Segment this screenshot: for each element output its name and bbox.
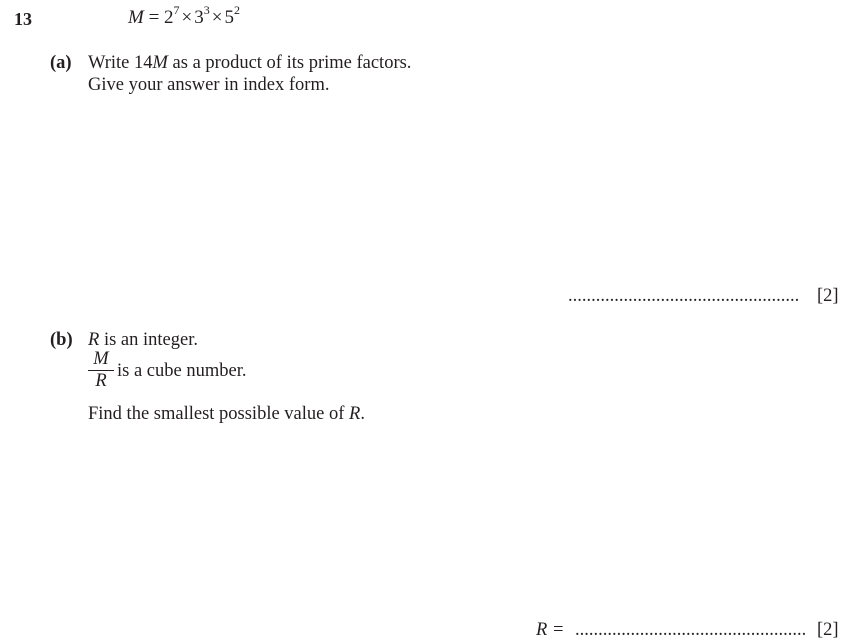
times-sign: × — [211, 7, 223, 28]
factor-base: 2 — [164, 7, 174, 28]
part-a-text-suffix: as a product of its prime factors. — [167, 53, 412, 73]
marks-b: [2] — [817, 620, 839, 640]
given-formula — [128, 2, 240, 29]
part-b-variable: R — [88, 330, 100, 350]
answer-prefix-text: R = — [536, 620, 565, 640]
factor-exponent: 7 — [173, 2, 180, 17]
part-a-instruction — [88, 53, 411, 74]
answer-prefix-b — [536, 620, 564, 641]
marks-a: [2] — [817, 286, 839, 306]
formula-lhs: M — [128, 7, 144, 28]
fraction-m-over-r — [88, 350, 114, 391]
part-a-instruction-2: Give your answer in index form. — [88, 75, 330, 95]
question-number: 13 — [14, 9, 32, 29]
answer-line-a[interactable]: .................................................. — [568, 286, 800, 306]
find-text: Find the smallest possible value of — [88, 404, 350, 424]
factor-exponent: 2 — [233, 2, 240, 17]
part-b-label: (b) — [50, 330, 73, 350]
fraction-denominator: R — [95, 371, 107, 391]
formula-equals: = — [148, 7, 160, 28]
factor-base: 5 — [224, 7, 234, 28]
part-b-instruction — [88, 404, 365, 425]
cube-statement: is a cube number. — [117, 361, 247, 381]
part-b-statement — [88, 330, 198, 351]
find-variable: R — [349, 404, 361, 424]
find-period: . — [360, 404, 365, 424]
part-a-variable: M — [152, 53, 168, 73]
fraction-numerator: M — [93, 349, 109, 369]
factor-base: 3 — [194, 7, 204, 28]
part-b-statement-text: is an integer. — [99, 330, 198, 350]
answer-line-b[interactable]: .................................................. — [575, 620, 807, 640]
times-sign: × — [181, 7, 193, 28]
part-a-text-prefix: Write 14 — [88, 53, 153, 73]
part-a-label: (a) — [50, 53, 72, 73]
factor-exponent: 3 — [203, 2, 210, 17]
